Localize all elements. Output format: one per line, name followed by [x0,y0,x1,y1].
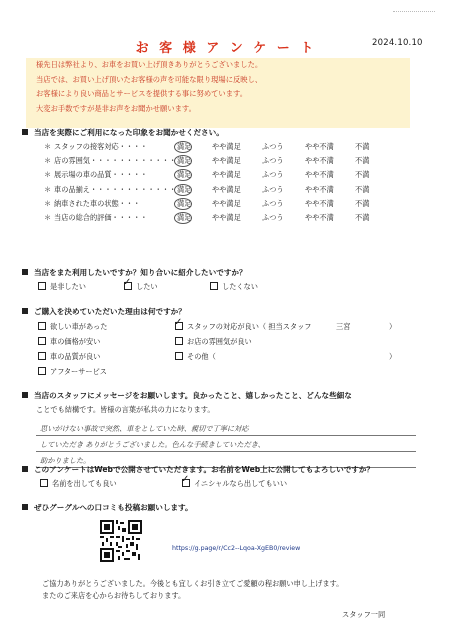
bullet-square-icon [22,269,28,275]
q5-heading [22,464,374,475]
checkbox[interactable] [38,352,46,360]
asterisk-icon: ＊ [44,170,52,180]
q2-heading-text: 当店をまた利用したいですか？知り合いに紹介したいですか？ [34,268,247,277]
intro-line: 大変お手数ですが是非お声をお聞かせ願います。 [36,103,196,113]
q5-option-2[interactable] [181,474,288,489]
selected-circle-icon [174,212,192,224]
q1-rating-option[interactable]: 満足 [177,170,192,180]
q1-heading-text: 当店を実際にご利用になった印象をお聞かせください。 [34,128,224,137]
asterisk-icon: ＊ [44,213,52,222]
q1-rating-option[interactable]: やや満足 [212,198,241,208]
q4-heading-cont: ことでも結構です。皆様の言葉が私共の力になります。 [36,405,215,414]
message-ruled-line [36,435,416,436]
q2-option-1[interactable] [38,282,86,292]
q4-heading-text: 当店のスタッフにメッセージをお願いします。良かったこと、嬉しかったこと、どんな些細な [34,391,352,400]
checkbox-checked[interactable] [123,277,132,290]
q1-rating-option[interactable]: やや満足 [212,213,241,222]
q1-rating-option[interactable]: ふつう [262,156,284,166]
q1-rating-option[interactable]: ふつう [262,142,284,151]
q1-rating-option[interactable]: やや不満 [305,170,334,180]
q1-rating-option[interactable]: やや満足 [212,170,241,180]
selected-circle-icon [174,184,192,196]
asterisk-icon: ＊ [44,184,52,194]
message-line: 助かりました。 [40,456,91,465]
q3-option[interactable] [38,352,100,362]
q1-rating-option[interactable]: やや不満 [305,184,334,194]
q5-option-1[interactable] [40,479,117,489]
intro-line: お客様により良い商品とサービスを提供する事に努めています。 [36,89,248,99]
checkmark-icon: ✓ [123,277,132,288]
closing-line: ご協力ありがとうございました。今後とも宜しくお引き立てご愛顧の程お願い申し上げます。 [42,579,344,588]
option-label: したい [136,282,158,291]
bullet-square-icon [22,129,28,135]
q1-rating-option[interactable]: やや不満 [305,156,334,166]
option-label: その他（ [187,352,216,361]
checkmark-icon: ✓ [181,474,190,485]
signature: スタッフ一同 [342,610,386,619]
close-paren: ） [389,322,397,331]
q1-rating-option[interactable]: ふつう [262,213,284,222]
q5-heading-text: このアンケートはWebで公開させていただきます。お名前をWeb上に公開してもよろしいですか？ [34,465,375,474]
q1-row-label: 車の品揃え・・・・・・・・・・・・ [54,184,177,194]
q1-rating-option[interactable]: 満足 [177,198,192,208]
option-label: 車の品質が良い [50,352,101,361]
q1-row-label: 納車された車の状態・・・ [54,198,141,208]
q1-rating-option[interactable]: ふつう [262,170,284,180]
survey-date: 2024.10.10 [372,38,423,48]
q1-rating-option[interactable]: 満足 [177,156,192,166]
q1-rating-option[interactable]: ふつう [262,184,284,194]
option-label: したくない [222,282,258,291]
bullet-square-icon [22,308,28,314]
q2-option-2[interactable] [123,277,158,292]
q1-rating-option[interactable]: 不満 [355,213,370,222]
option-label: 名前を出しても良い [52,479,117,488]
q1-rating-option[interactable]: 満足 [177,142,192,151]
q1-rating-option[interactable]: やや不満 [305,198,334,208]
q3-heading [22,306,186,317]
q1-rating-option[interactable]: 満足 [177,184,192,194]
checkbox[interactable] [38,367,46,375]
survey-title: お 客 様 ア ン ケ ー ト [135,41,317,56]
q3-option[interactable] [175,337,252,347]
bullet-square-icon [22,504,28,510]
q3-option-other[interactable] [175,352,216,362]
checkbox[interactable] [210,282,218,290]
q1-rating-option[interactable]: 不満 [355,142,370,151]
q1-rating-option[interactable]: やや不満 [305,213,334,222]
q1-rating-option[interactable]: やや不満 [305,142,334,151]
close-paren: ） [389,352,397,361]
q1-row-label: 当店の総合的評価・・・・・ [54,213,148,222]
option-label: 是非したい [50,282,86,291]
q3-option-staff[interactable] [174,317,312,332]
message-line: 思いがけない事故で突然、車をとしていた時、親切で丁寧に対応 [40,424,249,433]
closing-line: またのご来店を心からお待ちしております。 [42,591,186,600]
selected-circle-icon [174,141,192,153]
intro-line: 当店では、お買い上げ頂いたお客様の声を可能な限り現場に反映し、 [36,74,263,84]
q2-heading [22,267,247,278]
closing-text [42,578,343,602]
checkbox-checked[interactable] [181,474,190,487]
q1-rating-option[interactable]: 不満 [355,170,370,180]
asterisk-icon: ＊ [44,198,52,208]
checkbox[interactable] [38,322,46,330]
q1-rating-option[interactable]: 不満 [355,156,370,166]
checkbox[interactable] [175,337,183,345]
q1-rating-option[interactable]: ふつう [262,198,284,208]
q3-option[interactable] [38,367,107,377]
review-url-link[interactable]: https://g.page/r/Cc2--Lqoa-XgEB0/review [172,545,301,552]
option-label: スタッフの対応が良い（ 担当スタッフ [187,322,312,331]
intro-line: 様先日は弊社より、お車をお買い上げ頂きありがとうございました。 [36,60,263,69]
q3-option[interactable] [38,322,107,332]
q1-rating-option[interactable]: 満足 [177,213,192,222]
q6-heading-text: ぜひグーグルへの口コミも投稿お願いします。 [34,503,193,512]
message-line: していただき ありがとうございました。色んな手続きしていただき、 [40,440,265,449]
q1-heading [22,127,224,138]
option-label: お店の雰囲気が良い [187,337,252,346]
checkbox-checked[interactable] [174,317,183,330]
option-label: イニシャルなら出してもいい [194,479,288,488]
message-ruled-line [36,451,416,452]
q1-row-label: 店の雰囲気・・・・・・・・・・・・ [54,156,177,166]
q3-option[interactable] [38,337,100,347]
q2-option-3[interactable] [210,282,258,292]
qr-code-icon[interactable] [100,520,142,562]
checkbox[interactable] [175,352,183,360]
intro-text [36,58,416,116]
option-label: 車の価格が安い [50,337,101,346]
q6-heading [22,502,193,513]
q1-rating-option[interactable]: やや満足 [212,156,241,166]
bullet-square-icon [22,466,28,472]
q1-row-label: スタッフの接客対応・・・・ [54,142,148,151]
option-label: 欲しい車があった [50,322,108,331]
staff-name: 三宮 [336,322,351,331]
bullet-square-icon [22,392,28,398]
q1-rating-option[interactable]: 不満 [355,184,370,194]
checkbox[interactable] [40,479,48,487]
q3-heading-text: ご購入を決めていただいた理由は何ですか？ [34,307,186,316]
q1-row-label: 展示場の車の品質・・・・・ [54,170,148,180]
option-label: アフターサービス [50,367,107,376]
selected-circle-icon [174,198,192,210]
q1-rating-option[interactable]: やや満足 [212,142,241,151]
q1-rating-option[interactable]: 不満 [355,198,370,208]
checkbox[interactable] [38,337,46,345]
q4-heading [22,390,352,401]
checkmark-icon: ✓ [174,317,183,328]
asterisk-icon: ＊ [44,142,52,151]
stamp-mark [393,3,435,12]
asterisk-icon: ＊ [44,156,52,166]
checkbox[interactable] [38,282,46,290]
q1-rating-option[interactable]: やや満足 [212,184,241,194]
